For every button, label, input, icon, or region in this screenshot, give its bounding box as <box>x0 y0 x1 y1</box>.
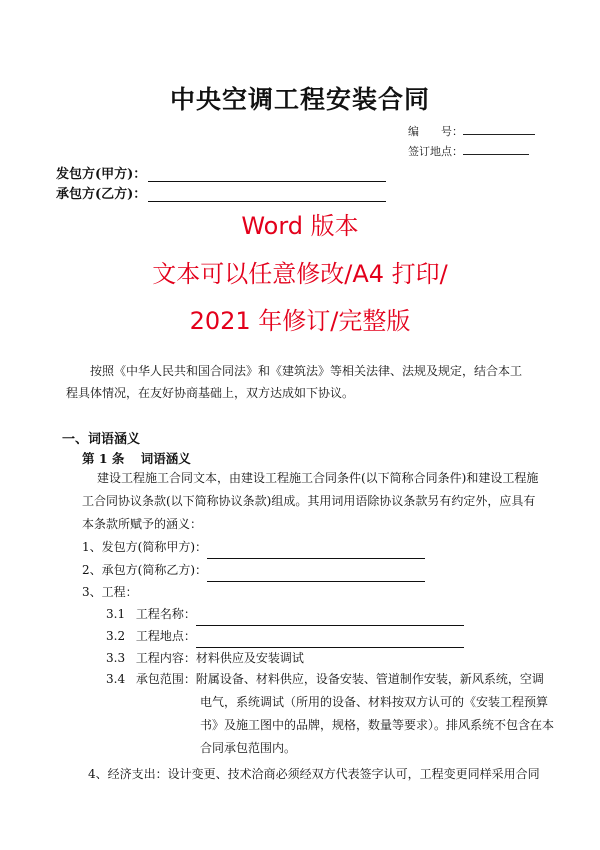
item-contractor <box>82 558 425 582</box>
sub-project-location-label: 工程地点： <box>135 629 196 643</box>
sub-scope-number: 3.4 <box>106 672 126 686</box>
intro-line-2: 程具体情况，在友好协商基础上，双方达成如下协议。 <box>66 386 355 400</box>
item-expenditure: 4、经济支出：设计变更、技术洽商必须经双方代表签字认可，工程变更同样采用合同 <box>88 767 540 781</box>
sub-project-location-number: 3.2 <box>106 629 126 643</box>
sub-project-name <box>106 602 464 626</box>
sub-scope-line-1: 附属设备、材料供应，设备安装、管道制作安装，新风系统，空调 <box>195 672 544 686</box>
contractor-party-field <box>56 183 386 202</box>
item-owner-blank[interactable] <box>207 545 425 559</box>
definition-para-line-3: 本条款所赋予的涵义： <box>82 517 203 531</box>
article-number: 第 1 条 <box>82 451 125 466</box>
sub-scope-row <box>106 667 544 691</box>
sub-project-content-number: 3.3 <box>106 651 126 665</box>
sub-project-name-number: 3.1 <box>106 607 126 621</box>
banner-line-3: 2021 年修订/完整版 <box>189 307 411 335</box>
item-owner <box>82 535 425 559</box>
section-heading: 一、词语涵义 <box>62 432 141 447</box>
contract-number-blank[interactable] <box>463 122 535 135</box>
sub-project-location <box>106 624 464 648</box>
signing-place-field <box>408 142 529 159</box>
owner-party-label: 发包方(甲方)： <box>56 167 147 182</box>
item-contractor-label: 2、承包方(简称乙方)： <box>82 563 207 577</box>
owner-party-blank[interactable] <box>148 168 386 182</box>
definition-para-line-2: 工合同协议条款(以下简称协议条款)组成。其用词用语除协议条款另有约定外，应具有 <box>82 494 536 508</box>
owner-party-field <box>56 163 386 182</box>
contract-number-field <box>408 122 535 139</box>
sub-project-content-text: 工程内容：材料供应及安装调试 <box>135 651 304 665</box>
sub-project-name-label: 工程名称： <box>135 607 196 621</box>
sub-scope-line-3: 书》及施工图中的品牌，规格，数量等要求）。排风系统不包含在本 <box>200 718 555 732</box>
sub-scope-line-4: 合同承包范围内。 <box>200 741 297 755</box>
item-contractor-blank[interactable] <box>207 568 425 582</box>
document-title: 中央空调工程安装合同 <box>169 85 430 114</box>
item-owner-label: 1、发包方(简称甲方)： <box>82 540 207 554</box>
item-project: 3、工程： <box>82 585 138 599</box>
article-heading <box>82 449 191 467</box>
contract-number-label: 编 号： <box>408 125 463 138</box>
sub-scope-label: 承包范围： <box>135 672 196 686</box>
article-title: 词语涵义 <box>140 451 191 466</box>
contractor-party-label: 承包方(乙方)： <box>56 187 147 202</box>
banner-line-2: 文本可以任意修改/A4 打印/ <box>152 260 448 288</box>
signing-place-blank[interactable] <box>463 142 529 155</box>
intro-line-1: 按照《中华人民共和国合同法》和《建筑法》等相关法律、法规及规定，结合本工 <box>90 364 523 378</box>
definition-para-line-1: 建设工程施工合同文本，由建设工程施工合同条件(以下简称合同条件)和建设工程施 <box>97 471 539 485</box>
sub-scope-line-2: 电气，系统调试（所用的设备、材料按双方认可的《安装工程预算 <box>200 695 549 709</box>
signing-place-label: 签订地点： <box>408 145 463 158</box>
banner-line-1: Word 版本 <box>241 212 359 240</box>
contractor-party-blank[interactable] <box>148 188 386 202</box>
